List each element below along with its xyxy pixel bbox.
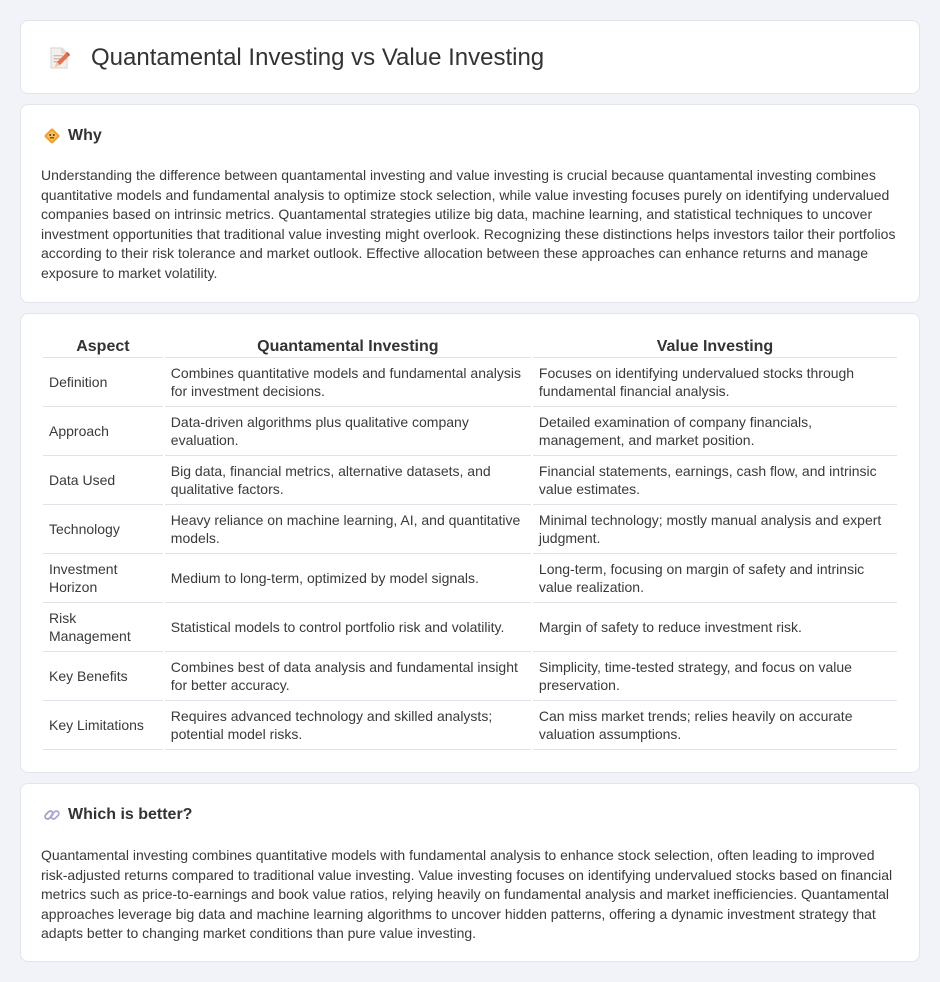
table-row	[43, 652, 897, 701]
cell-aspect: Approach	[43, 407, 163, 456]
cell-aspect: Key Limitations	[43, 701, 163, 750]
cell-quantamental: Data-driven algorithms plus qualitative company evaluation.	[165, 407, 531, 456]
header-value: Value Investing	[533, 336, 897, 358]
table-row	[43, 603, 897, 652]
why-heading: Why	[68, 127, 102, 144]
cell-quantamental: Medium to long-term, optimized by model signals.	[165, 554, 531, 603]
cell-value: Can miss market trends; relies heavily on accurate valuation assumptions.	[533, 701, 897, 750]
cell-aspect: Investment Horizon	[43, 554, 163, 603]
cell-value: Detailed examination of company financials, management, and market position.	[533, 407, 897, 456]
table-row	[43, 407, 897, 456]
header-quantamental: Quantamental Investing	[165, 336, 531, 358]
title-row	[21, 21, 919, 95]
cell-value: Minimal technology; mostly manual analysis and expert judgment.	[533, 505, 897, 554]
header-aspect: Aspect	[43, 336, 163, 358]
table-row	[43, 554, 897, 603]
cell-value: Margin of safety to reduce investment risk.	[533, 603, 897, 652]
cell-value: Financial statements, earnings, cash flow, and intrinsic value estimates.	[533, 456, 897, 505]
cell-value: Simplicity, time-tested strategy, and focus on value preservation.	[533, 652, 897, 701]
which-is-better-section	[20, 783, 920, 962]
why-body: Understanding the difference between quantamental investing and value investing is crucial because quantamental investing combines quantitative models and fundamental analysis to optimize stock selection, while value investing focuses purely on identifying undervalued companies based on intrinsic metrics. Quantamental strategies utilize big data, machine learning, and statistical techniques to uncover investment opportunities that traditional value investing might overlook. Recognizing these distinctions helps investors tailor their portfolios according to their risk tolerance and market outlook. Effective allocation between these approaches can enhance returns and manage exposure to market volatility.	[41, 167, 896, 281]
table-row	[43, 456, 897, 505]
table-row	[43, 701, 897, 750]
why-section	[20, 104, 920, 303]
table-header-row	[43, 336, 897, 358]
cell-quantamental: Requires advanced technology and skilled analysts; potential model risks.	[165, 701, 531, 750]
memo-pencil-icon	[47, 46, 71, 70]
cell-aspect: Data Used	[43, 456, 163, 505]
why-header	[43, 127, 102, 145]
cell-quantamental: Big data, financial metrics, alternative datasets, and qualitative factors.	[165, 456, 531, 505]
better-body: Quantamental investing combines quantitative models with fundamental analysis to enhance stock selection, often leading to improved risk-adjusted returns compared to traditional value investing. Value investing focuses on identifying undervalued stocks based on financial metrics such as price-to-earnings and book value ratios, relying heavily on fundamental analysis and market inefficiencies. Quantamental approaches leverage big data and machine learning algorithms to uncover hidden patterns, offering a dynamic investment strategy that adapts better to changing market conditions than pure value investing.	[41, 847, 893, 942]
cell-quantamental: Statistical models to control portfolio risk and volatility.	[165, 603, 531, 652]
comparison-section	[20, 313, 920, 773]
title-card	[20, 20, 920, 94]
page-title: Quantamental Investing vs Value Investing	[91, 44, 545, 71]
table-row	[43, 358, 897, 407]
cell-value: Focuses on identifying undervalued stocks through fundamental financial analysis.	[533, 358, 897, 407]
cell-quantamental: Combines quantitative models and fundamental analysis for investment decisions.	[165, 358, 531, 407]
cell-quantamental: Combines best of data analysis and fundamental insight for better accuracy.	[165, 652, 531, 701]
table-row	[43, 505, 897, 554]
cell-quantamental: Heavy reliance on machine learning, AI, and quantitative models.	[165, 505, 531, 554]
cell-aspect: Risk Management	[43, 603, 163, 652]
cell-value: Long-term, focusing on margin of safety and intrinsic value realization.	[533, 554, 897, 603]
cell-aspect: Technology	[43, 505, 163, 554]
comparison-table	[41, 336, 899, 750]
link-icon	[43, 806, 61, 824]
better-heading: Which is better?	[68, 806, 193, 823]
cell-aspect: Key Benefits	[43, 652, 163, 701]
better-header	[43, 806, 192, 824]
cell-aspect: Definition	[43, 358, 163, 407]
warning-diamond-icon	[43, 127, 61, 145]
